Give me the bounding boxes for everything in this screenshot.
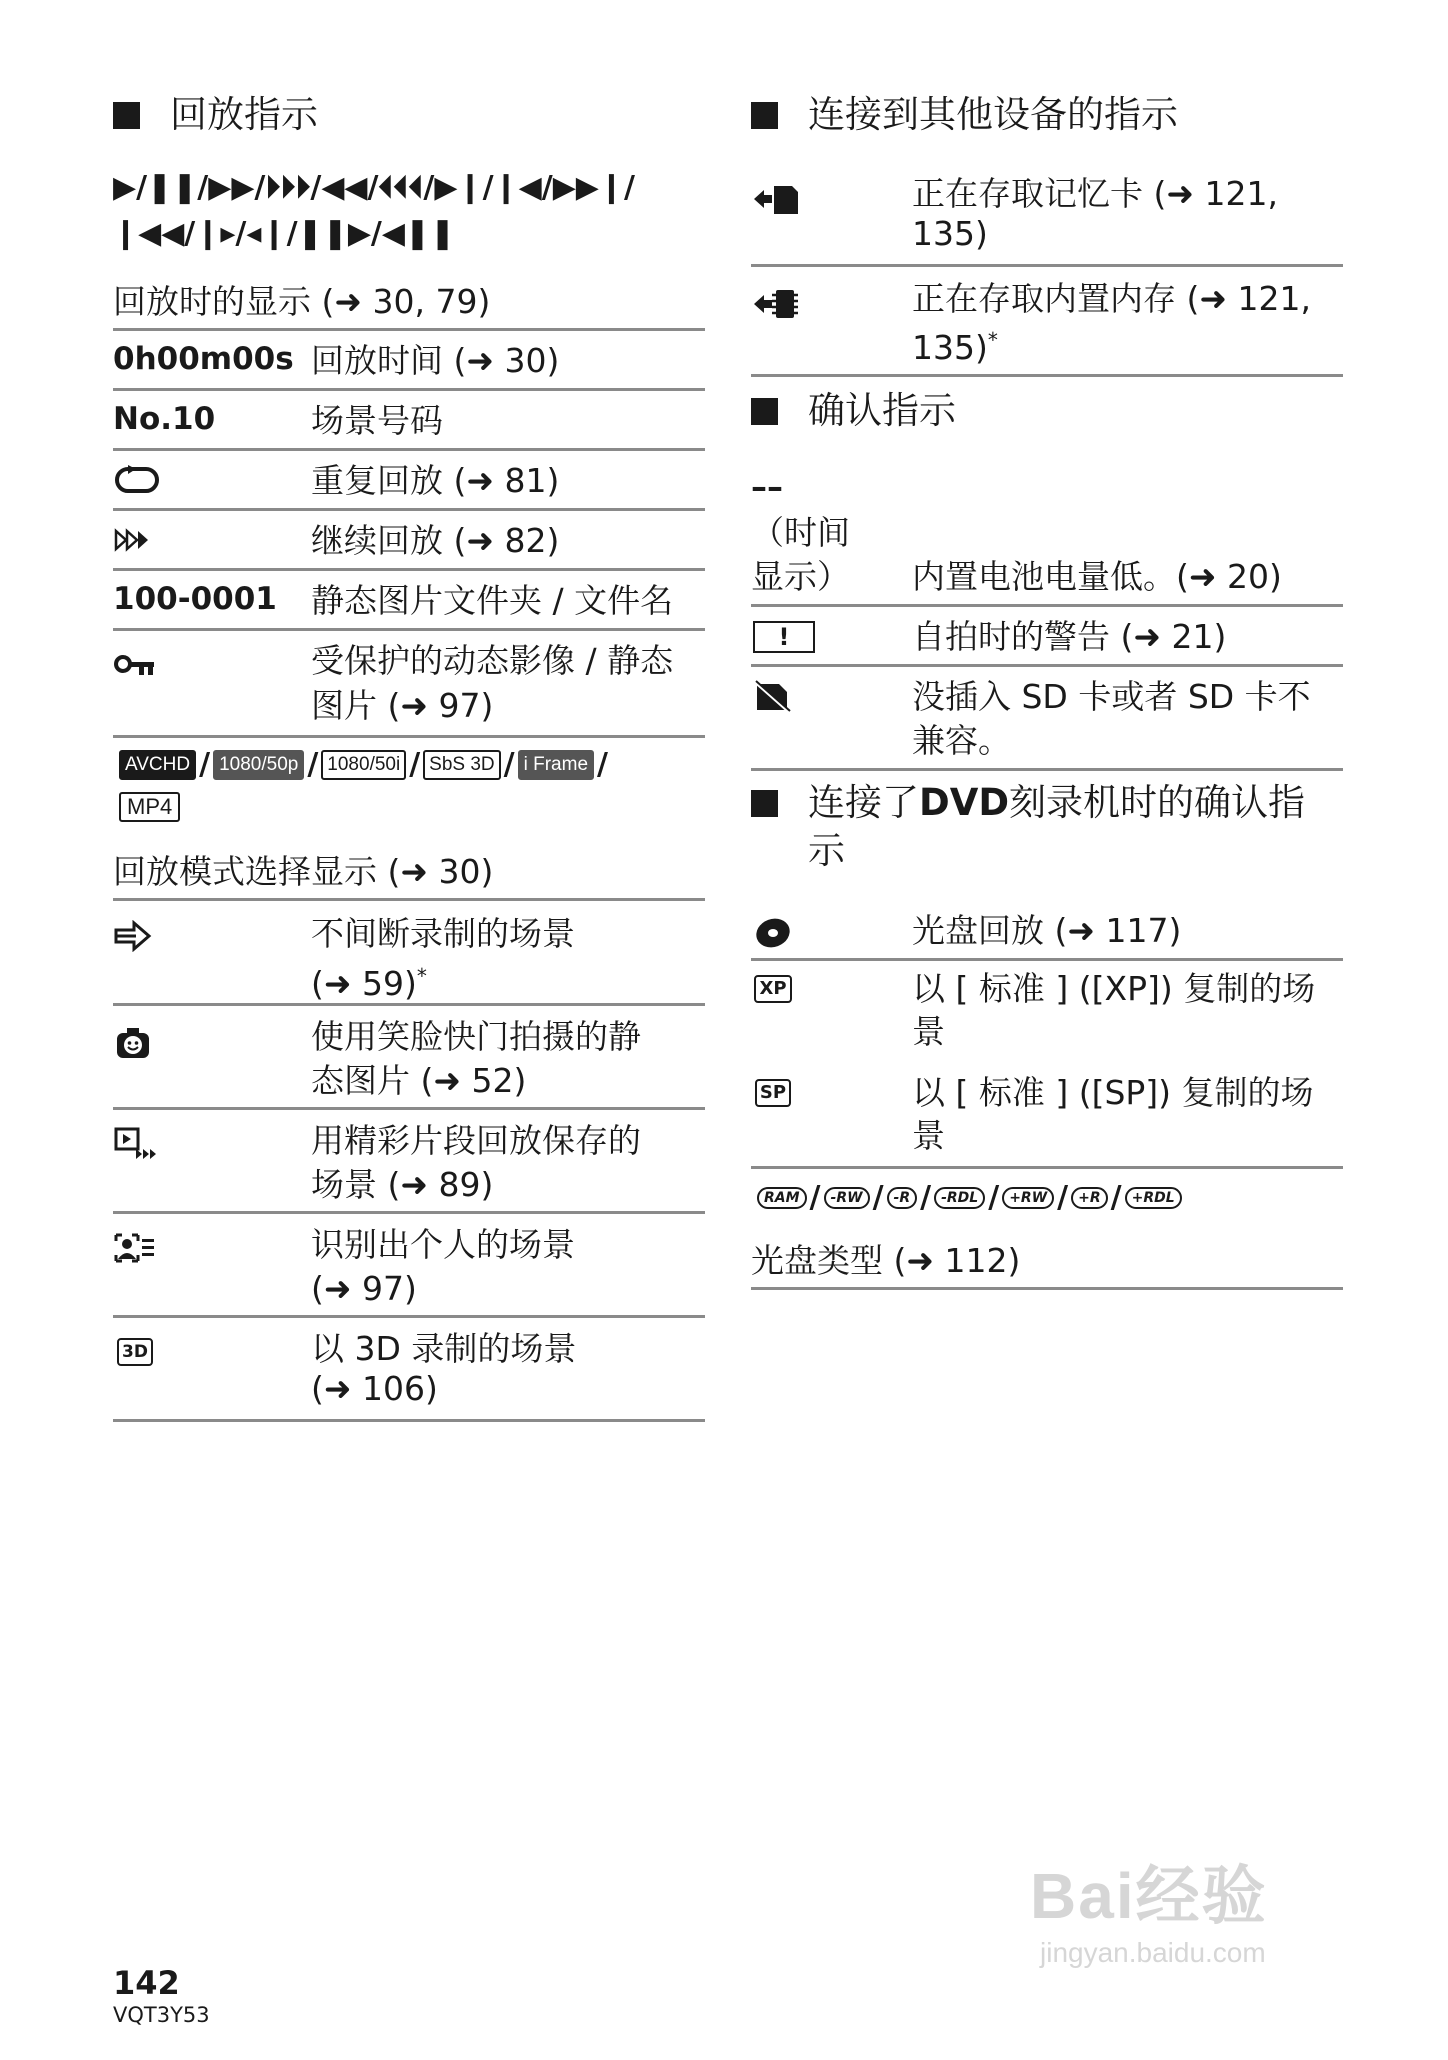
card-access-icon (751, 180, 801, 218)
protect-key-icon (113, 652, 157, 680)
divider (751, 604, 1343, 607)
row-key-scene-number: No.10 (113, 401, 216, 437)
xp-icon: XP (751, 972, 795, 1006)
sp-icon: SP (751, 1076, 795, 1110)
connect-section-title: 连接到其他设备的指示 (751, 93, 1178, 137)
document-code: VQT3Y53 (113, 2003, 210, 2027)
no-sd-card-icon (751, 678, 793, 716)
divider (113, 1419, 705, 1422)
control-symbols-line2: ❙◀◀/❙▸/◂❙/❚❚▶/◀❚❚ (113, 216, 456, 251)
divider (751, 1166, 1343, 1169)
repeat-icon (113, 462, 161, 498)
playback-section-title: 回放指示 (113, 93, 318, 137)
divider (751, 958, 1343, 961)
divider (113, 1003, 705, 1006)
mode-tags-line1: AVCHD / 1080/50p / 1080/50i / SbS 3D / i Frame / (119, 747, 611, 782)
disc-plus-r-dl-icon: +RDL (1125, 1187, 1182, 1209)
divider (751, 1287, 1343, 1290)
card-access-desc-2: 135) (912, 214, 988, 253)
face-desc-1: 识别出个人的场景 (311, 1225, 575, 1264)
smile-shutter-icon (113, 1024, 153, 1062)
baidu-watermark (1030, 1845, 1268, 1969)
watermark-brand: Bai经验 (1030, 1860, 1268, 1932)
memory-access-desc-2: 135)* (912, 328, 998, 367)
disc-type-icons: RAM / -RW / -R / -RDL / +RW / +R / +RDL (757, 1180, 1182, 1215)
watermark-url: jingyan.baidu.com (1040, 1937, 1266, 1968)
3d-desc-2: (➜ 106) (311, 1369, 438, 1408)
divider (751, 374, 1343, 377)
row-desc-time: 回放时间 (➜ 30) (311, 341, 560, 380)
disc-icon (751, 914, 795, 952)
card-access-desc-1: 正在存取记忆卡 (➜ 121, (912, 174, 1278, 213)
row-key-folder-file: 100-0001 (113, 581, 277, 617)
page-number: 142 (113, 1964, 180, 2002)
memory-access-desc-1: 正在存取内置内存 (➜ 121, (912, 279, 1311, 318)
highlight-desc-2: 场景 (➜ 89) (311, 1165, 494, 1204)
relay-desc-1: 不间断录制的场景 (311, 914, 575, 953)
avchd-tag: AVCHD (119, 750, 196, 780)
warning-icon: ! (751, 620, 817, 654)
row-desc-protect-1: 受保护的动态影像 / 静态 (311, 641, 674, 680)
dvd-section-title-line2: 示 (808, 829, 845, 872)
sp-desc-1: 以 [ 标准 ] ([SP]) 复制的场 (912, 1073, 1314, 1112)
divider (113, 1315, 705, 1318)
row-desc-protect-2: 图片 (➜ 97) (311, 686, 494, 725)
confirm-section-title: 确认指示 (751, 389, 956, 433)
bullet-square-icon (751, 102, 778, 129)
bullet-square-icon (113, 102, 140, 129)
mode-label: 回放模式选择显示 (➜ 30) (113, 852, 494, 891)
sp-desc-2: 景 (912, 1116, 945, 1155)
memory-access-icon (751, 285, 801, 323)
disc-minus-r-dl-icon: -RDL (934, 1187, 985, 1209)
smile-desc-1: 使用笑脸快门拍摄的静 (311, 1017, 641, 1056)
disc-desc: 光盘回放 (➜ 117) (912, 911, 1182, 950)
sbs-3d-tag: SbS 3D (423, 750, 500, 780)
time-dash: –– (751, 468, 783, 506)
disc-plus-rw-icon: +RW (1002, 1187, 1054, 1209)
row-desc-resume: 继续回放 (➜ 82) (311, 521, 560, 560)
divider (113, 508, 705, 511)
mode-tags-line2 (119, 792, 180, 822)
divider (113, 735, 705, 738)
divider (113, 328, 705, 331)
smile-desc-2: 态图片 (➜ 52) (311, 1061, 527, 1100)
xp-desc-1: 以 [ 标准 ] ([XP]) 复制的场 (912, 969, 1316, 1008)
divider (113, 568, 705, 571)
divider (113, 628, 705, 631)
resume-play-icon (113, 524, 153, 556)
3d-desc-1: 以 3D 录制的场景 (311, 1329, 577, 1368)
row-desc-folder-file: 静态图片文件夹 / 文件名 (311, 581, 674, 620)
warning-desc: 自拍时的警告 (➜ 21) (912, 617, 1227, 656)
time-label-2: 显示） (751, 557, 850, 596)
battery-desc: 内置电池电量低。(➜ 20) (912, 557, 1282, 596)
face-desc-2: (➜ 97) (311, 1269, 417, 1308)
relay-desc-2: (➜ 59)* (311, 964, 427, 1003)
disc-minus-rw-icon: -RW (824, 1187, 870, 1209)
1080-50p-tag: 1080/50p (213, 750, 304, 780)
disc-ram-icon: RAM (757, 1187, 807, 1209)
divider (113, 1107, 705, 1110)
relay-scene-icon (113, 918, 153, 954)
divider (113, 898, 705, 901)
control-symbols-line1: ▶/❚❚/▶▶/⏵⏵⏵/◀◀/⏴⏴⏴/▶❙/❙◀/▶▶❙/ (113, 170, 635, 205)
divider (113, 448, 705, 451)
1080-50i-tag: 1080/50i (321, 750, 406, 780)
3d-icon: 3D (113, 1334, 157, 1370)
mp4-tag: MP4 (119, 792, 180, 822)
iframe-tag: i Frame (518, 750, 594, 780)
divider (113, 388, 705, 391)
dvd-section-title: 连接了DVD刻录机时的确认指 (751, 781, 1305, 825)
disc-minus-r-icon: -R (887, 1187, 918, 1209)
xp-desc-2: 景 (912, 1012, 945, 1051)
row-desc-repeat: 重复回放 (➜ 81) (311, 461, 560, 500)
divider (751, 264, 1343, 267)
row-desc-scene-number: 场景号码 (311, 401, 443, 440)
bullet-square-icon (751, 790, 778, 817)
divider (751, 768, 1343, 771)
divider (751, 664, 1343, 667)
disc-plus-r-icon: +R (1071, 1187, 1108, 1209)
bullet-square-icon (751, 398, 778, 425)
row-key-time: 0h00m00s (113, 341, 294, 377)
highlight-playback-icon (113, 1126, 159, 1160)
face-recognition-icon (113, 1231, 157, 1265)
divider (113, 1211, 705, 1214)
highlight-desc-1: 用精彩片段回放保存的 (311, 1121, 641, 1160)
sd-desc-1: 没插入 SD 卡或者 SD 卡不 (912, 677, 1311, 716)
time-label-1: （时间 (751, 513, 850, 552)
sd-desc-2: 兼容。 (912, 721, 1011, 760)
playback-display-label: 回放时的显示 (➜ 30, 79) (113, 282, 491, 321)
disc-type-label: 光盘类型 (➜ 112) (751, 1241, 1021, 1280)
